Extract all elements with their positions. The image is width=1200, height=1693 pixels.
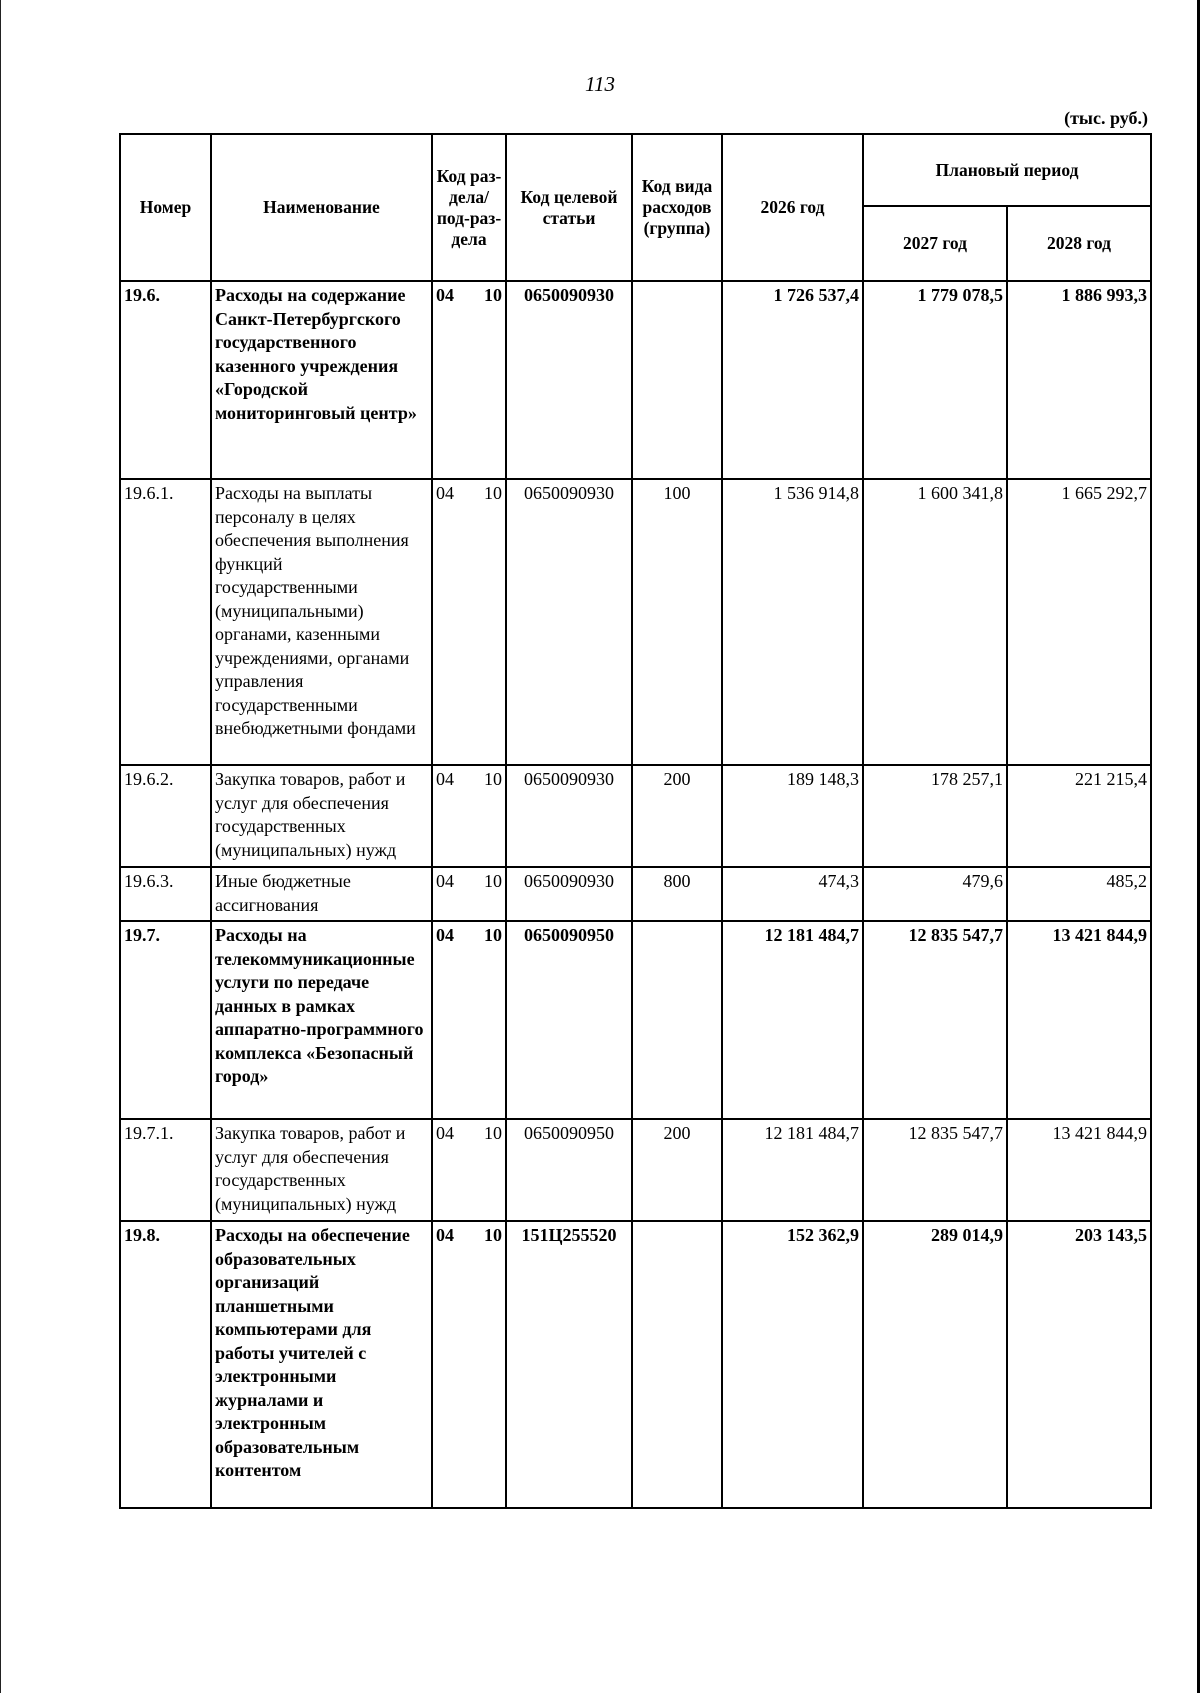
row-target-code: 0650090930: [506, 479, 632, 765]
row-expense-type: 100: [632, 479, 722, 765]
table-row: [120, 1119, 1151, 1221]
row-number: 19.8.: [120, 1221, 211, 1508]
row-target-code: 0650090950: [506, 1119, 632, 1221]
row-section-code: [432, 921, 506, 1119]
row-amount-2026: 152 362,9: [722, 1221, 863, 1508]
row-name: Расходы на выплаты персоналу в целях обеспечения выполнения функций государственными (муниципальными) органами, казенными учреждениями, органами управления государственными внебюджетными фондами: [211, 479, 432, 765]
row-amount-2026: 189 148,3: [722, 765, 863, 867]
header-target-code: Код целевой статьи: [506, 134, 632, 281]
row-section-code: [432, 281, 506, 479]
header-number: Номер: [120, 134, 211, 281]
row-expense-type: [632, 281, 722, 479]
table-row: [120, 479, 1151, 765]
row-amount-2026: 12 181 484,7: [722, 1119, 863, 1221]
section-code: 04: [436, 871, 454, 891]
section-code: 04: [436, 483, 454, 503]
scan-border-left: [0, 0, 1, 1693]
row-section-code: [432, 479, 506, 765]
row-amount-2027: 289 014,9: [863, 1221, 1007, 1508]
row-name: Закупка товаров, работ и услуг для обеспечения государственных (муниципальных) нужд: [211, 765, 432, 867]
header-name: Наименование: [211, 134, 432, 281]
row-number: 19.7.: [120, 921, 211, 1119]
row-amount-2027: 12 835 547,7: [863, 1119, 1007, 1221]
row-expense-type: 200: [632, 765, 722, 867]
table-row: [120, 921, 1151, 1119]
header-expense-type: Код вида расходов (группа): [632, 134, 722, 281]
table-row: [120, 765, 1151, 867]
header-section-code: Код раз-дела/ под-раз-дела: [432, 134, 506, 281]
table-row: [120, 867, 1151, 921]
row-section-code: [432, 1221, 506, 1508]
row-target-code: 0650090930: [506, 765, 632, 867]
header-year-2026: 2026 год: [722, 134, 863, 281]
row-number: 19.6.: [120, 281, 211, 479]
header-planned-period: Плановый период: [863, 134, 1151, 206]
row-section-code: [432, 765, 506, 867]
row-amount-2027: 1 779 078,5: [863, 281, 1007, 479]
header-year-2028: 2028 год: [1007, 206, 1151, 281]
row-amount-2028: 13 421 844,9: [1007, 921, 1151, 1119]
subsection-code: 10: [484, 1225, 502, 1245]
section-code: 04: [436, 1225, 454, 1245]
row-amount-2027: 1 600 341,8: [863, 479, 1007, 765]
row-amount-2027: 178 257,1: [863, 765, 1007, 867]
row-amount-2027: 479,6: [863, 867, 1007, 921]
row-expense-type: 200: [632, 1119, 722, 1221]
section-code: 04: [436, 1123, 454, 1143]
row-number: 19.6.1.: [120, 479, 211, 765]
row-amount-2027: 12 835 547,7: [863, 921, 1007, 1119]
row-amount-2028: 13 421 844,9: [1007, 1119, 1151, 1221]
row-amount-2026: 1 536 914,8: [722, 479, 863, 765]
header-year-2027: 2027 год: [863, 206, 1007, 281]
row-amount-2026: 474,3: [722, 867, 863, 921]
row-name: Иные бюджетные ассигнования: [211, 867, 432, 921]
subsection-code: 10: [484, 871, 502, 891]
row-expense-type: [632, 1221, 722, 1508]
table-row: [120, 1221, 1151, 1508]
row-number: 19.6.3.: [120, 867, 211, 921]
table-row: [120, 281, 1151, 479]
row-name: Расходы на обеспечение образовательных организаций планшетными компьютерами для работы учителей с электронными журналами и электронным образовательным контентом: [211, 1221, 432, 1508]
row-target-code: 151Ц255520: [506, 1221, 632, 1508]
section-code: 04: [436, 769, 454, 789]
row-amount-2028: 1 886 993,3: [1007, 281, 1151, 479]
row-name: Расходы на телекоммуникационные услуги по передаче данных в рамках аппаратно-программного комплекса «Безопасный город»: [211, 921, 432, 1119]
section-code: 04: [436, 925, 454, 945]
subsection-code: 10: [484, 285, 502, 305]
row-amount-2026: 12 181 484,7: [722, 921, 863, 1119]
row-name: Закупка товаров, работ и услуг для обеспечения государственных (муниципальных) нужд: [211, 1119, 432, 1221]
row-target-code: 0650090930: [506, 867, 632, 921]
row-amount-2026: 1 726 537,4: [722, 281, 863, 479]
budget-table: [119, 133, 1152, 1509]
page-number: 113: [585, 72, 615, 96]
units-label: (тыс. руб.): [1064, 108, 1148, 128]
subsection-code: 10: [484, 769, 502, 789]
row-number: 19.7.1.: [120, 1119, 211, 1221]
row-amount-2028: 221 215,4: [1007, 765, 1151, 867]
subsection-code: 10: [484, 925, 502, 945]
row-section-code: [432, 867, 506, 921]
row-target-code: 0650090950: [506, 921, 632, 1119]
row-name: Расходы на содержание Санкт-Петербургского государственного казенного учреждения «Городской мониторинговый центр»: [211, 281, 432, 479]
row-expense-type: 800: [632, 867, 722, 921]
subsection-code: 10: [484, 483, 502, 503]
row-expense-type: [632, 921, 722, 1119]
subsection-code: 10: [484, 1123, 502, 1143]
row-amount-2028: 203 143,5: [1007, 1221, 1151, 1508]
row-number: 19.6.2.: [120, 765, 211, 867]
section-code: 04: [436, 285, 454, 305]
row-section-code: [432, 1119, 506, 1221]
row-target-code: 0650090930: [506, 281, 632, 479]
row-amount-2028: 1 665 292,7: [1007, 479, 1151, 765]
row-amount-2028: 485,2: [1007, 867, 1151, 921]
